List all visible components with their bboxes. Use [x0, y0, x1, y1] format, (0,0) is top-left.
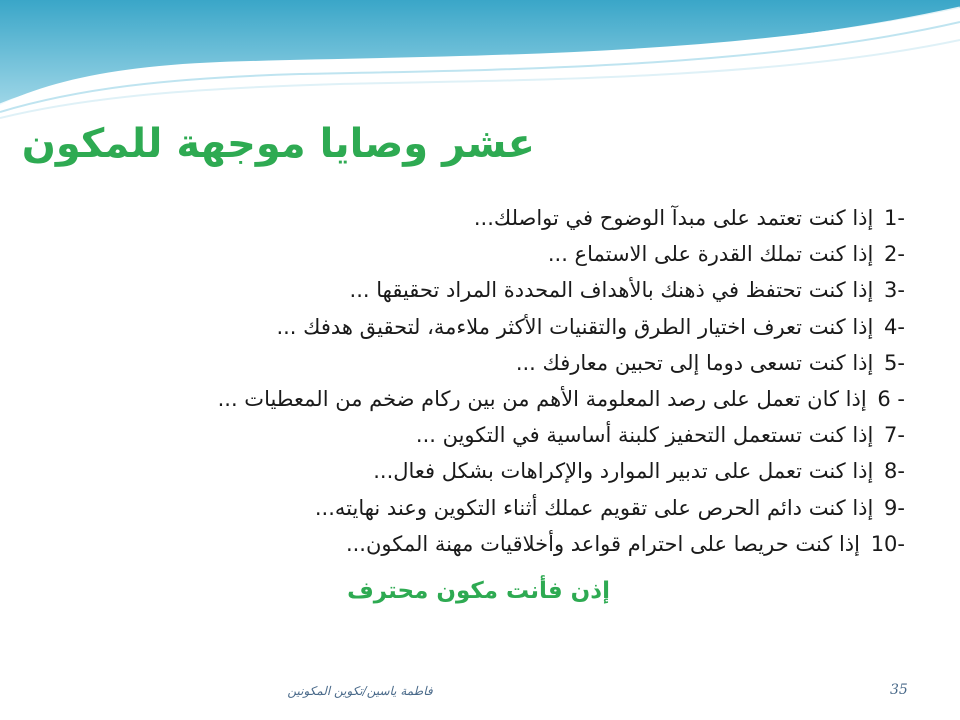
item-text: إذا كنت تعتمد على مبدآ الوضوح في تواصلك...	[473, 206, 874, 230]
item-text: إذا كنت حريصا على احترام قواعد وأخلاقيات مهنة المكون...	[345, 531, 860, 556]
list-item	[50, 490, 905, 526]
footer-author: فاطمة ياسين/تكوين المكونين	[287, 684, 433, 698]
list-item	[50, 526, 905, 562]
item-text: إذا كنت دائم الحرص على تقويم عملك أثناء التكوين وعند نهايته...	[314, 495, 874, 520]
list-item	[50, 453, 905, 489]
slide-title: عشر وصايا موجهة للمكون	[21, 121, 535, 167]
item-text: إذا كان تعمل على رصد المعلومة الأهم من بين ركام ضخم من المعطيات ...	[217, 386, 867, 411]
item-number: 7-	[884, 423, 905, 448]
item-text: إذا كنت تحتفظ في ذهنك بالأهداف المحددة المراد تحقيقها ...	[349, 278, 874, 303]
conclusion-text: إذن فأنت مكون محترف	[347, 578, 610, 604]
item-text: إذا كنت تستعمل التحفيز كلبنة أساسية في التكوين ...	[415, 423, 874, 448]
recommendations-list	[50, 200, 905, 562]
header-wave-decoration	[0, 0, 960, 120]
item-number: 6 -	[877, 386, 905, 411]
item-text: إذا كنت تعمل على تدبير الموارد والإكراهات بشكل فعال...	[373, 459, 874, 484]
item-number: 1-	[884, 206, 905, 230]
list-item	[50, 309, 905, 345]
list-item	[50, 200, 905, 236]
item-number: 9-	[884, 495, 905, 520]
item-number: 2-	[884, 242, 905, 267]
item-number: 5-	[884, 350, 905, 375]
item-number: 8-	[884, 459, 905, 484]
item-text: إذا كنت تعرف اختيار الطرق والتقنيات الأكثر ملاءمة، لتحقيق هدفك ...	[276, 314, 874, 339]
item-text: إذا كنت تسعى دوما إلى تحبين معارفك ...	[515, 350, 874, 375]
list-item	[50, 272, 905, 308]
list-item	[50, 345, 905, 381]
list-item	[50, 381, 905, 417]
item-number: 10-	[870, 531, 905, 556]
page-number: 35	[890, 682, 908, 698]
list-item	[50, 417, 905, 453]
item-number: 3-	[884, 278, 905, 303]
list-item	[50, 236, 905, 272]
item-number: 4-	[884, 314, 905, 339]
item-text: إذا كنت تملك القدرة على الاستماع ...	[547, 242, 874, 267]
